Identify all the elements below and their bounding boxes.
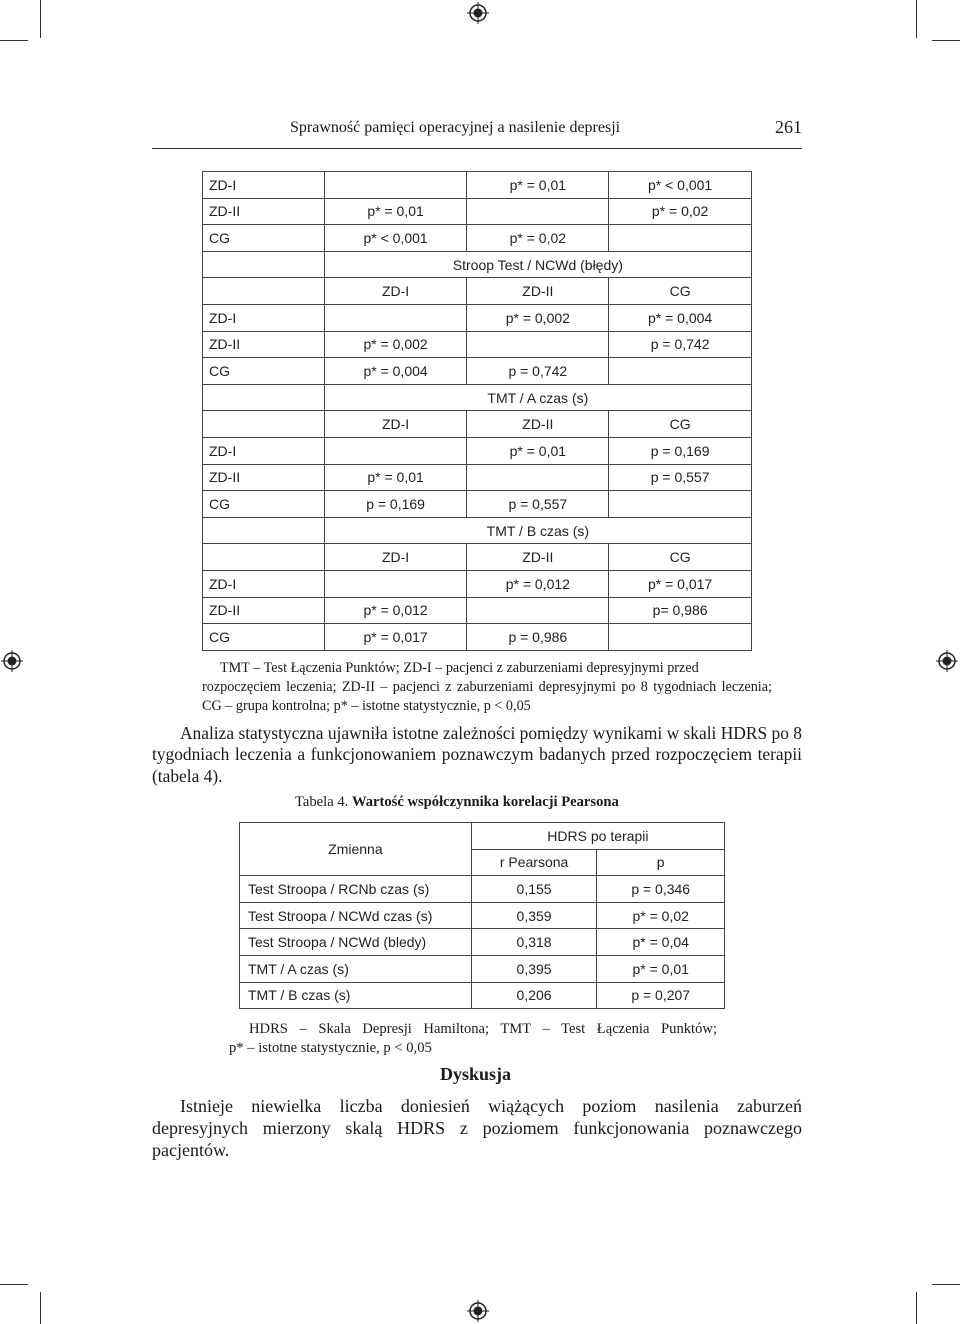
running-title: Sprawność pamięci operacyjnej a nasilenie depresji (290, 119, 621, 136)
table-cell: ZD-II (467, 544, 609, 571)
crop-mark (916, 1292, 917, 1324)
table-row (203, 464, 752, 491)
table-cell (203, 517, 325, 544)
table-cell: Test Stroopa / NCWd czas (s) (240, 902, 472, 929)
table-cell: p = 0,169 (324, 491, 467, 518)
table-row (203, 172, 752, 199)
column-header: p (597, 849, 725, 876)
table-row (203, 358, 752, 385)
table-cell: 0,359 (471, 902, 597, 929)
table-cell: CG (609, 544, 752, 571)
table-cell: p* = 0,002 (467, 304, 609, 331)
table-header-row (203, 278, 752, 305)
page-number: 261 (775, 117, 802, 137)
table-cell: p* = 0,01 (324, 198, 467, 225)
crop-mark (40, 1292, 41, 1324)
table-cell (324, 437, 467, 464)
table-cell: p* = 0,04 (597, 929, 725, 956)
table-cell: p* = 0,01 (467, 437, 609, 464)
table-row (240, 982, 725, 1009)
table-caption-title: Wartość współczynnika korelacji Pearsona (351, 794, 619, 810)
results-table-body (203, 172, 752, 651)
table-cell (609, 225, 752, 252)
table-cell: p* = 0,012 (467, 570, 609, 597)
table-header-row (203, 544, 752, 571)
table-footnote (229, 1020, 717, 1058)
table-cell: p* = 0,004 (324, 358, 467, 385)
table-cell: ZD-I (324, 544, 467, 571)
body-paragraph: Istnieje niewielka liczba doniesień wiążących poziom nasilenia zaburzeń depresyjnych mierzony skalą HDRS z poziomem funkcjonowania poznawczego pacjentów. (152, 1096, 802, 1160)
running-header (152, 117, 802, 149)
table-cell: p* = 0,02 (597, 902, 725, 929)
table-cell: 0,318 (471, 929, 597, 956)
crop-mark (0, 40, 28, 41)
table-cell: p = 0,557 (467, 491, 609, 518)
table-cell: CG (203, 225, 325, 252)
table-cell: 0,206 (471, 982, 597, 1009)
table-cell: p* = 0,01 (597, 955, 725, 982)
table-cell: p* = 0,01 (467, 172, 609, 199)
table-cell: ZD-I (203, 172, 325, 199)
table-cell: CG (203, 624, 325, 651)
column-header: r Pearsona (471, 849, 597, 876)
table-section-title-row (203, 517, 752, 544)
table-footnote-line: TMT – Test Łączenia Punktów; ZD-I – pacjenci z zaburzeniami depresyjnymi przed (220, 660, 699, 676)
table-cell (203, 411, 325, 438)
table-row (240, 876, 725, 903)
table-cell: ZD-I (324, 278, 467, 305)
table-row (240, 955, 725, 982)
crop-mark (916, 0, 917, 38)
table-cell: Stroop Test / NCWd (błędy) (324, 251, 751, 278)
table-cell: ZD-I (203, 304, 325, 331)
table-cell: ZD-I (324, 411, 467, 438)
table-cell (609, 491, 752, 518)
table-header-row (240, 823, 725, 850)
table-row (203, 491, 752, 518)
crop-mark (932, 40, 960, 41)
table-cell (467, 198, 609, 225)
table-cell: TMT / B czas (s) (324, 517, 751, 544)
table-cell (609, 358, 752, 385)
table-cell: p* = 0,02 (609, 198, 752, 225)
table-cell (467, 597, 609, 624)
table-cell: TMT / B czas (s) (240, 982, 472, 1009)
table-cell: p = 0,207 (597, 982, 725, 1009)
table-cell: p = 0,557 (609, 464, 752, 491)
table-cell: p = 0,742 (609, 331, 752, 358)
section-heading: Dyskusja (439, 1064, 512, 1084)
table-row (203, 570, 752, 597)
table-cell: CG (203, 358, 325, 385)
table-cell: Test Stroopa / RCNb czas (s) (240, 876, 472, 903)
table-cell: ZD-I (203, 437, 325, 464)
table-cell: 0,155 (471, 876, 597, 903)
table-footnote-line: rozpoczęciem leczenia; ZD-II – pacjenci z zaburzeniami depresyjnymi po 8 tygodniach leczenia; CG – grupa kontrolna; p* – istotne statystycznie, p < 0,05 (202, 679, 772, 714)
table-cell: p = 0,169 (609, 437, 752, 464)
table-header-row (203, 411, 752, 438)
table-row (240, 902, 725, 929)
table-cell (324, 304, 467, 331)
table-cell: Test Stroopa / NCWd (bledy) (240, 929, 472, 956)
table-cell: TMT / A czas (s) (324, 384, 751, 411)
table-cell: ZD-II (203, 331, 325, 358)
correlation-table (239, 822, 725, 1009)
table-cell: p= 0,986 (609, 597, 752, 624)
table-cell: ZD-II (203, 464, 325, 491)
table-cell: ZD-I (203, 570, 325, 597)
table-cell (203, 544, 325, 571)
table-section-title-row (203, 384, 752, 411)
table-row (203, 597, 752, 624)
table-cell: p* = 0,012 (324, 597, 467, 624)
table-cell: TMT / A czas (s) (240, 955, 472, 982)
section-heading-wrap (0, 1064, 960, 1085)
registration-mark-icon (467, 1300, 489, 1322)
body-paragraph: Analiza statystyczna ujawniła istotne zależności pomiędzy wynikami w skali HDRS po 8 tygodniach leczenia a funkcjonowaniem poznawczym badanych przed rozpoczęciem terapii (tabela 4). (152, 723, 802, 786)
crop-mark (0, 1284, 28, 1285)
table-footnote-line: p* – istotne statystycznie, p < 0,05 (229, 1040, 432, 1056)
table-cell (467, 331, 609, 358)
table-cell: p* < 0,001 (324, 225, 467, 252)
table-cell: p* = 0,02 (467, 225, 609, 252)
table-cell: p = 0,742 (467, 358, 609, 385)
table-row (203, 437, 752, 464)
table-cell: p* < 0,001 (609, 172, 752, 199)
correlation-table-body (240, 876, 725, 1009)
table-cell: p* = 0,004 (609, 304, 752, 331)
table-cell: 0,395 (471, 955, 597, 982)
table-cell (324, 172, 467, 199)
table-footnote (202, 659, 772, 716)
table-cell: p = 0,986 (467, 624, 609, 651)
table-cell: ZD-II (467, 278, 609, 305)
table-row (203, 624, 752, 651)
table-cell: CG (609, 278, 752, 305)
table-cell: ZD-II (467, 411, 609, 438)
table-section-title-row (203, 251, 752, 278)
table-cell: ZD-II (203, 597, 325, 624)
table-cell: p* = 0,017 (609, 570, 752, 597)
registration-mark-icon (1, 650, 23, 672)
table-row (203, 225, 752, 252)
registration-mark-icon (467, 2, 489, 24)
table-cell: p* = 0,01 (324, 464, 467, 491)
table-cell: CG (609, 411, 752, 438)
table-caption-label: Tabela 4. (295, 794, 349, 810)
table-row (240, 929, 725, 956)
table-cell (203, 251, 325, 278)
crop-mark (40, 0, 41, 38)
table-cell (203, 384, 325, 411)
table-cell (203, 278, 325, 305)
table-cell: ZD-II (203, 198, 325, 225)
table-cell: p* = 0,017 (324, 624, 467, 651)
table-cell (467, 464, 609, 491)
table-row (203, 304, 752, 331)
table-cell (609, 624, 752, 651)
crop-mark (932, 1284, 960, 1285)
table-cell: p = 0,346 (597, 876, 725, 903)
table-caption (295, 794, 619, 811)
table-cell: CG (203, 491, 325, 518)
registration-mark-icon (936, 650, 958, 672)
table-footnote-line: HDRS – Skala Depresji Hamiltona; TMT – Test Łączenia Punktów; (249, 1021, 717, 1037)
table-row (203, 331, 752, 358)
table-cell (324, 570, 467, 597)
column-group-header: HDRS po terapii (471, 823, 724, 850)
table-row (203, 198, 752, 225)
column-header: Zmienna (240, 823, 472, 876)
table-cell: p* = 0,002 (324, 331, 467, 358)
results-table-continued (202, 171, 752, 651)
